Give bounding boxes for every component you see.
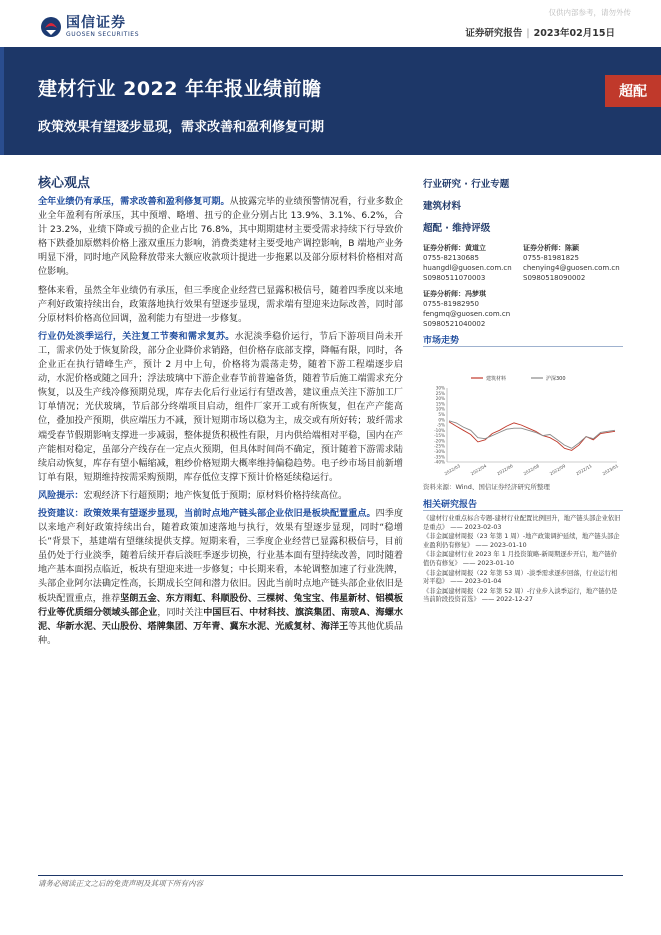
y-tick-label: 0%: [438, 417, 445, 423]
logo-name-en: GUOSEN SECURITIES: [66, 31, 140, 38]
analyst-label: 证券分析师：: [423, 290, 465, 298]
report-date: 2023年02月15日: [533, 28, 615, 39]
paragraph-body: 水泥淡季稳价运行，节后下游项目尚未开工，需求仍处于恢复阶段，部分企业降价求销路，但价格存底部支撑，降幅有限，同时，各企业正在执行错峰生产，预计 2 月中上旬，价格将为震荡走势，随着下游工程端逐步启动，水泥价格或随之回升；浮法玻璃中下游企业春节前普遍备货，随着节后施工端需求充分恢复，以及生产线冷修预期兑现，库存去化后行业运行有望改善，建议重点关注下游加工厂订单情况；光伏玻璃，节后部分终端项目启动，组件厂家开工或有所恢复，但在产产能高位，叠加投产预期，供应端压力不减，预计短期市场以稳为主，成交或有所好转；玻纤需求端受春节假期影响支撑进一步减弱，整体提货积极性有限，月内供给端相对平稳，国内在产产能相对稳定，虽部分产线存在一定点火预期，但具体时间尚不确定，预计随着下游需求陆续启动恢复，库存有望小幅缩减，粗纱价格短期大概率维持偏稳趋势。电子纱市场目前新增订单有限，短期维持按需采购预期，库存低位支撑下预计价格延续稳运行。: [38, 331, 403, 483]
paragraph-body: 从披露完毕的业绩预警情况看，行业多数企业全年盈利有所承压，其中预增、略增、扭亏的企业分别占比 13.9%、3.1%、6.2%，合计 23.2%，业绩下降或亏损的企业占比 76.8%，其中期期建材主要受需求持续下行导致价格下跌叠加原燃料价格上涨双重压力影响，消费类建材主要受地产调控影响，B 端地产业务明显下滑，同时地产风险释放带来大额应收款项计提进一步拖累以及部分原材料价格相对高位影响。: [38, 197, 403, 278]
paragraph-body: 等其他优质品种。: [38, 621, 403, 646]
analyst-cert: S0980521040002: [423, 320, 486, 328]
rating-text: 超配 · 维持评级: [423, 223, 491, 234]
analyst-cert: S0980518090002: [523, 274, 586, 282]
series-line-building-materials: [449, 422, 615, 451]
related-report-item[interactable]: [423, 570, 623, 587]
paragraph: [38, 284, 403, 326]
y-tick-label: 15%: [435, 401, 445, 407]
paragraph: [38, 330, 403, 485]
industry-name: 建筑材料: [423, 201, 462, 212]
related-report-date: —— 2022-12-27: [481, 596, 533, 604]
x-tick-label: 2022/08: [522, 463, 541, 477]
y-tick-label: 5%: [438, 412, 445, 418]
report-subtitle: 政策效果有望逐步显现，需求改善和盈利修复可期: [38, 120, 325, 135]
y-tick-label: -30%: [434, 449, 445, 455]
analyst-phone: 0755-81982950: [423, 300, 479, 308]
paragraph-body: 整体来看，虽然全年业绩仍有承压，但三季度企业经营已显露积极信号，随着四季度以来地产利好政策持续出台，政策落地执行效果有望逐步显现，需求端有望迎来边际改善，同时部分原材料价格高位回调，盈利能力有望进一步修复。: [38, 285, 403, 324]
y-tick-label: -20%: [434, 438, 445, 444]
paragraph-lead: 风险提示：: [38, 490, 84, 501]
series-line-csi300: [449, 421, 615, 449]
related-report-title: 《非金属建材行业 2023 年 1 月投资策略-新周期逐步开启，地产链价值仍有修复》: [423, 551, 618, 567]
paragraph-lead: 投资建议：政策效果有望逐步显现，当前时点地产链头部企业依旧是板块配置重点。: [38, 508, 376, 519]
y-tick-label: -25%: [434, 443, 445, 449]
analyst-cert: S0980511070003: [423, 274, 486, 282]
divider: [423, 346, 623, 347]
paragraph: [38, 489, 403, 503]
analyst-label: 证券分析师：: [523, 244, 565, 252]
analyst-phone: 0755-81981825: [523, 254, 579, 262]
paragraph-body: ，同时关注: [157, 607, 204, 618]
analyst-name: 陈颖: [565, 244, 579, 252]
analyst-email[interactable]: chenying4@guosen.com.cn: [523, 264, 620, 272]
title-band: [0, 47, 661, 155]
analyst-label: 证券分析师：: [423, 244, 465, 252]
report-type: 证券研究报告: [465, 28, 523, 39]
title-band-accent: [0, 47, 4, 155]
related-report-title: 《非金属建材周报（22 年第 53 周）-淡季需求逐步回落，行业运行相对平稳》: [423, 569, 618, 586]
related-reports-list: [423, 515, 623, 606]
report-header: 证券研究报告 | 2023年02月15日: [465, 28, 615, 39]
y-tick-label: -15%: [434, 433, 445, 439]
y-tick-label: -10%: [434, 427, 445, 433]
related-report-date: —— 2023-01-10: [475, 541, 527, 549]
footer-disclaimer: 请务必阅读正文之后的免责声明及其项下所有内容: [38, 879, 203, 888]
report-title: 建材行业 2022 年年报业绩前瞻: [38, 78, 322, 100]
x-tick-label: 2022/06: [496, 463, 514, 477]
y-tick-label: 25%: [435, 390, 445, 396]
analyst-phone: 0755-82130685: [423, 254, 479, 262]
watch-stocks: 中国巨石、中材科技、旗滨集团、南玻A、海螺水泥、华新水泥、天山股份、塔牌集团、万年青、冀东水泥、光威复材、海洋王: [38, 607, 403, 632]
guosen-logo-icon: [40, 16, 62, 38]
y-tick-label: 20%: [435, 396, 445, 402]
related-report-title: 《非金属建材周报（22 年第 52 周）-行业步入淡季运行，地产链仍是当前阶段投资首选》: [423, 587, 618, 604]
sidebar: [423, 176, 623, 335]
x-tick-label: 2023/01: [601, 463, 620, 477]
legend-label: 沪深300: [546, 376, 566, 382]
market-trend-chart: [423, 372, 623, 480]
related-report-date: —— 2023-02-03: [450, 523, 502, 531]
logo: [40, 16, 139, 38]
y-tick-label: 30%: [435, 385, 445, 391]
related-report-item[interactable]: [423, 515, 623, 532]
x-tick-label: 2022/11: [575, 463, 593, 477]
report-category: 行业研究 · 行业专题: [423, 179, 510, 190]
analyst-card: [523, 243, 623, 283]
main-text: [38, 195, 403, 652]
recommended-stocks: 坚朗五金、东方雨虹、科顺股份、三棵树、兔宝宝、伟星新材、铝模板行业等优质细分领域头部企业: [38, 593, 403, 618]
analyst-email[interactable]: fengmq@guosen.com.cn: [423, 310, 511, 318]
related-report-title: 《建材行业重点标合专题-建材行业配置比例回升，地产链头部企业依旧是重点》: [423, 515, 621, 531]
analyst-email[interactable]: huangdl@guosen.com.cn: [423, 264, 512, 272]
paragraph-lead: 行业仍处淡季运行，关注复工节奏和需求复苏。: [38, 331, 235, 342]
y-tick-label: -35%: [434, 454, 445, 460]
x-tick-label: 2022/03: [443, 463, 462, 477]
paragraph-lead: 全年业绩仍有承压，需求改善和盈利修复可期。: [38, 197, 230, 207]
analyst-card: [423, 243, 523, 283]
x-tick-label: 2022/04: [469, 463, 488, 477]
logo-name-cn: 国信证券: [66, 15, 126, 31]
watermark: 仅供内部参考，请勿外传: [548, 8, 631, 17]
y-tick-label: 10%: [435, 406, 445, 412]
paragraph: [38, 507, 403, 648]
y-tick-label: -40%: [434, 459, 445, 465]
related-report-item[interactable]: [423, 551, 623, 568]
rating-flag: 超配: [605, 75, 661, 107]
core-view-title: 核心观点: [38, 176, 91, 191]
analyst-list: [423, 243, 623, 329]
related-reports-title: 相关研究报告: [423, 500, 478, 510]
divider: [423, 510, 623, 511]
paragraph-body: 四季度以来地产利好政策持续出台，随着政策加速落地与执行，效果有望逐步显现，同时“稳增长”背景下，基建端有望继续提供支撑。短期来看，三季度企业经营已显露积极信号，目前虽仍处于行业淡季，随着后续开春后淡旺季逐步切换，行业基本面有望持续改善，同时随着地产基本面拐点临近，板块有望迎来进一步修复；中长期来看，本轮调整加速了行业洗牌，头部企业阿尔法确定性高，长期成长空间和潜力依旧。因此当前时点地产链头部企业依旧是板块配置重点，推荐: [38, 508, 403, 604]
analyst-card: [423, 289, 523, 329]
analyst-name: 黄道立: [465, 244, 486, 252]
legend-label: 建筑材料: [486, 376, 507, 382]
related-report-item[interactable]: [423, 588, 623, 605]
analyst-name: 冯梦琪: [465, 290, 486, 298]
market-trend-title: 市场走势: [423, 336, 460, 346]
related-report-date: —— 2023-01-04: [450, 578, 502, 586]
x-tick-label: 2022/09: [548, 463, 567, 477]
paragraph: [38, 195, 403, 280]
paragraph-body: 宏观经济下行超预期；地产恢复低于预期；原材料价格持续高位。: [83, 490, 348, 501]
related-report-title: 《非金属建材周报（23 年第 1 周）-地产政策调护延续，地产链头部企业盈利仍有修复》: [423, 533, 620, 549]
related-report-item[interactable]: [423, 533, 623, 550]
related-report-date: —— 2023-01-10: [462, 559, 514, 567]
y-tick-label: -5%: [436, 422, 445, 428]
chart-source: 资料来源：Wind、国信证券经济研究所整理: [423, 483, 550, 491]
footer-divider: [38, 875, 623, 876]
